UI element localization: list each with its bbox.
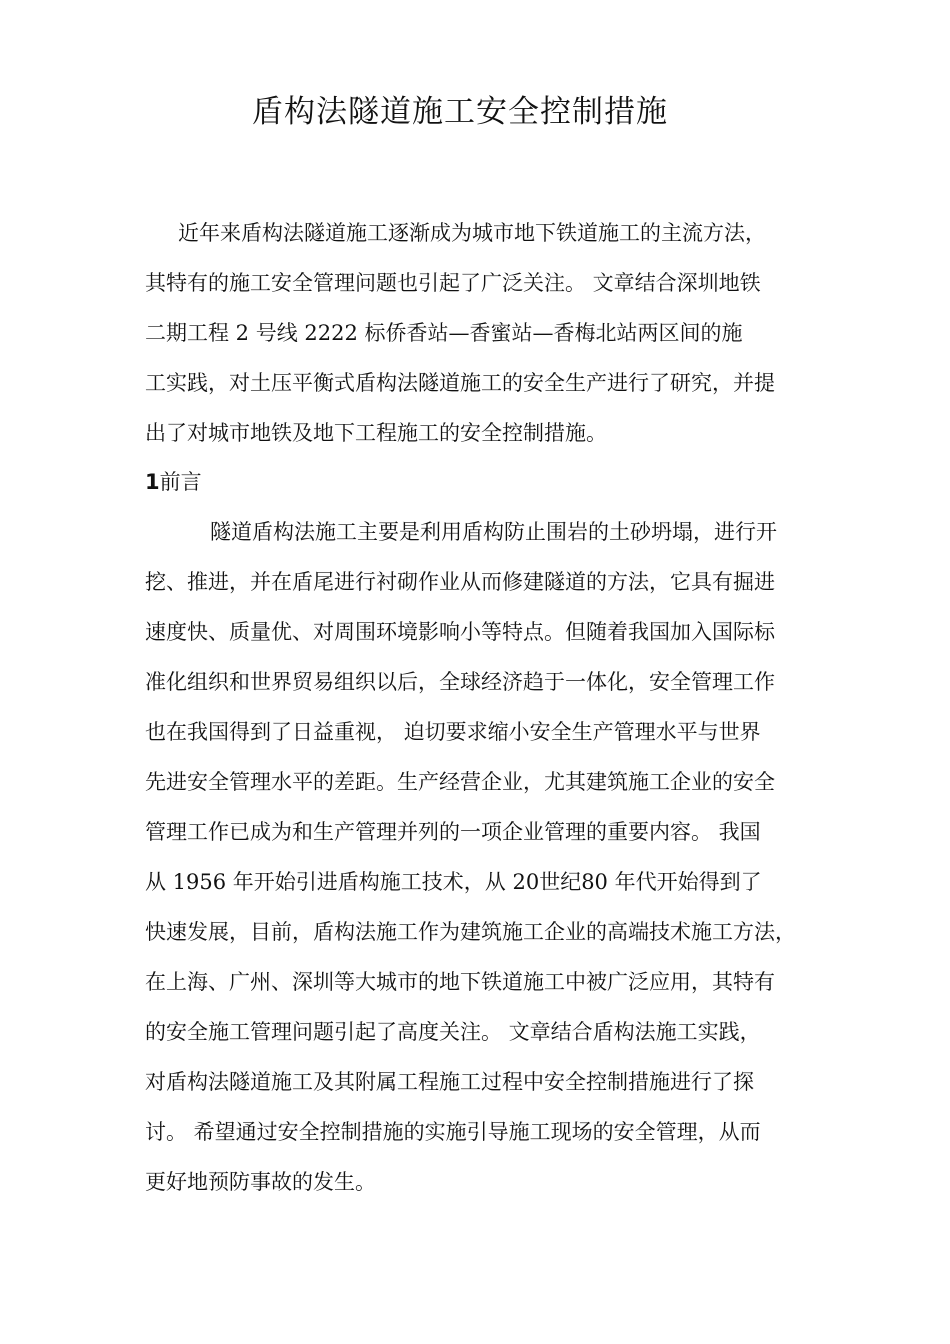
body-line: 管理工作已成为和生产管理并列的一项企业管理的重要内容。 我国 [145,820,761,844]
body-line: 速度快、质量优、对周围环境影响小等特点。但随着我国加入国际标 [145,620,775,644]
body-line: 快速发展，目前，盾构法施工作为建筑施工企业的高端技术施工方法， [145,920,796,944]
body-line: 挖、推进，并在盾尾进行衬砌作业从而修建隧道的方法，它具有掘进 [145,570,775,594]
body-line: 讨。 希望通过安全控制措施的实施引导施工现场的安全管理，从而 [145,1120,761,1144]
abstract-line: 二期工程 2 号线 2222 标侨香站—香蜜站—香梅北站两区间的施 [145,321,743,345]
abstract-line: 其特有的施工安全管理问题也引起了广泛关注。 文章结合深圳地铁 [145,271,761,295]
section-number: 1 [145,470,160,494]
section-title: 前言 [159,470,202,494]
body-line: 对盾构法隧道施工及其附属工程施工过程中安全控制措施进行了探 [145,1070,754,1094]
body-line: 隧道盾构法施工主要是利用盾构防止围岩的土砂坍塌，进行开 [210,520,777,544]
document-title: 盾构法隧道施工安全控制措施 [252,94,668,130]
abstract-line: 出了对城市地铁及地下工程施工的安全控制措施。 [145,421,607,445]
body-line: 准化组织和世界贸易组织以后，全球经济趋于一体化，安全管理工作 [145,670,775,694]
body-line: 更好地预防事故的发生。 [145,1170,376,1194]
section-heading [145,467,202,497]
abstract-line: 近年来盾构法隧道施工逐渐成为城市地下铁道施工的主流方法， [178,221,766,245]
abstract-line: 工实践，对土压平衡式盾构法隧道施工的安全生产进行了研究，并提 [145,371,775,395]
body-line: 先进安全管理水平的差距。生产经营企业，尤其建筑施工企业的安全 [145,770,775,794]
body-line: 的安全施工管理问题引起了高度关注。 文章结合盾构法施工实践， [145,1020,761,1044]
body-line: 从 1956 年开始引进盾构施工技术，从 20世纪80 年代开始得到了 [145,870,762,894]
body-line: 也在我国得到了日益重视， 迫切要求缩小安全生产管理水平与世界 [145,720,761,744]
body-line: 在上海、广州、深圳等大城市的地下铁道施工中被广泛应用，其特有 [145,970,775,994]
